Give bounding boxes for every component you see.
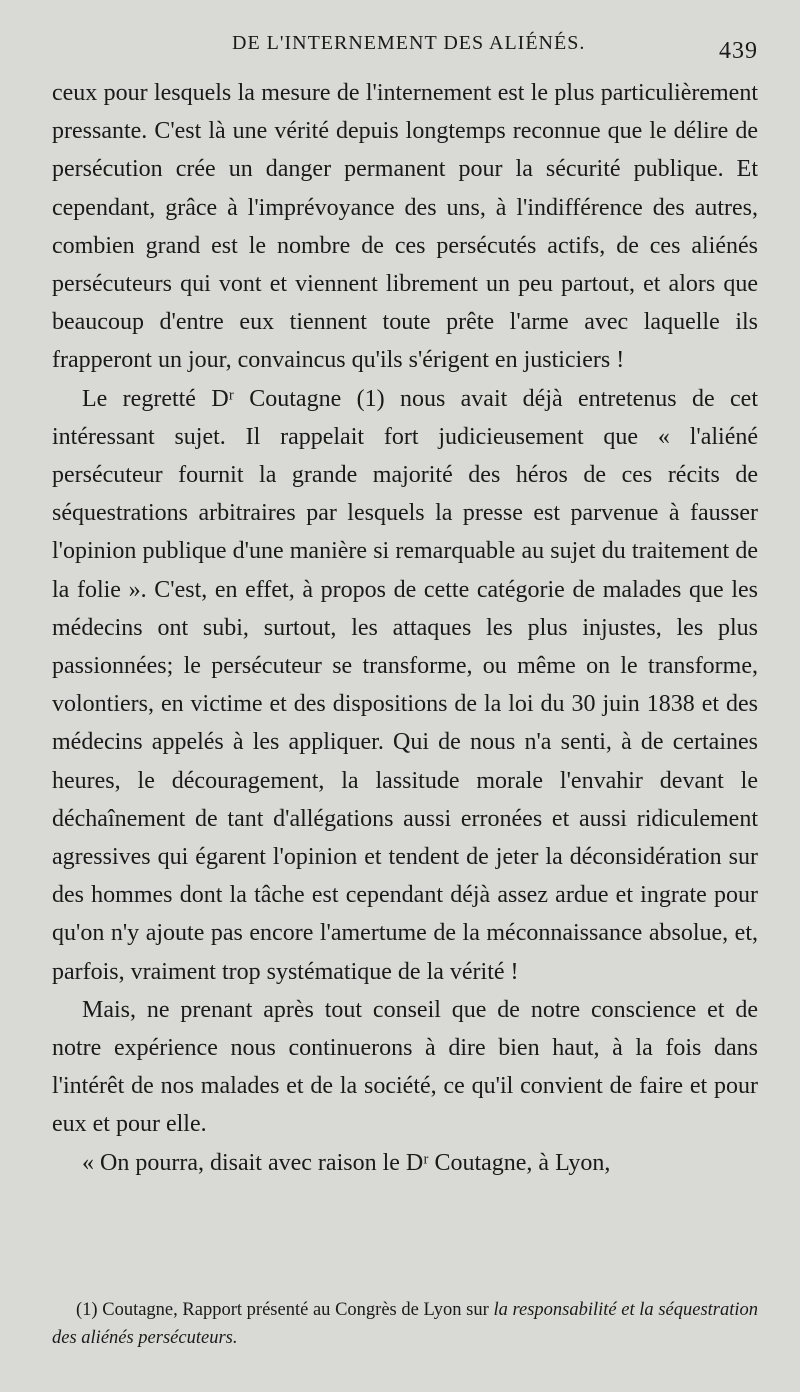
- page-number: 439: [719, 38, 758, 64]
- footnote: [52, 1296, 758, 1352]
- footnote-italic-title: la responsabilité et la séquestration des aliénés persécuteurs.: [52, 1300, 759, 1348]
- page-header: [52, 32, 758, 72]
- footnote-marker: (1): [76, 1300, 98, 1320]
- body-text: [52, 74, 758, 1182]
- paragraph-conscience: Mais, ne prenant après tout conseil que de notre conscience et de notre expérience nous continuerons à dire bien haut, à la fois dans l'intérêt de nos malades et de la société, ce qu'il convient de faire et pour eux et pour elle.: [52, 996, 758, 1138]
- paragraph-quote-start: « On pourra, disait avec raison le Dʳ Coutagne, à Lyon,: [82, 1149, 611, 1176]
- paragraph-continuation: ceux pour lesquels la mesure de l'internement est le plus particulièrement pressante. C'est là une vérité depuis longtemps reconnue que le délire de persécution crée un danger permanent pour la sécurité publique. Et cependant, grâce à l'imprévoyance des uns, à l'indifférence des autres, combien grand est le nombre de ces persécutés actifs, de ces aliénés persécuteurs qui vont et viennent librement un peu partout, et alors que beaucoup d'entre eux tiennent toute prête l'arme avec laquelle ils frapperont un jour, convaincus qu'ils s'érigent en justiciers !: [52, 80, 758, 374]
- paragraph-coutagne: Le regretté Dʳ Coutagne (1) nous avait déjà entretenus de cet intéressant sujet. Il rappelait fort judicieusement que « l'aliéné persécuteur fournit la grande majorité des héros de ces récits de séquestrations arbitraires par lesquels la presse est parvenue à fausser l'opinion publique d'une manière si remarquable au sujet du traitement de la folie ». C'est, en effet, à propos de cette catégorie de malades que les médecins ont subi, surtout, les attaques les plus injustes, les plus passionnées; le persécuteur se transforme, ou même on le transforme, volontiers, en victime et des dispositions de la loi du 30 juin 1838 et des médecins appelés à les appliquer. Qui de nous n'a senti, à de certaines heures, le découragement, la lassitude morale l'envahir devant le déchaînement de tant d'allégations aussi erronées et aussi ridiculement agressives qui égarent l'opinion et tendent de jeter la déconsidération sur des hommes dont la tâche est cependant déjà assez ardue et ingrate pour qu'on n'y ajoute pas encore l'amertume de la méconnaissance absolue, et, parfois, vraiment trop systématique de la vérité !: [52, 385, 758, 985]
- footnote-text: Coutagne, Rapport présenté au Congrès de Lyon sur: [102, 1300, 489, 1320]
- running-title: DE L'INTERNEMENT DES ALIÉNÉS.: [232, 32, 586, 54]
